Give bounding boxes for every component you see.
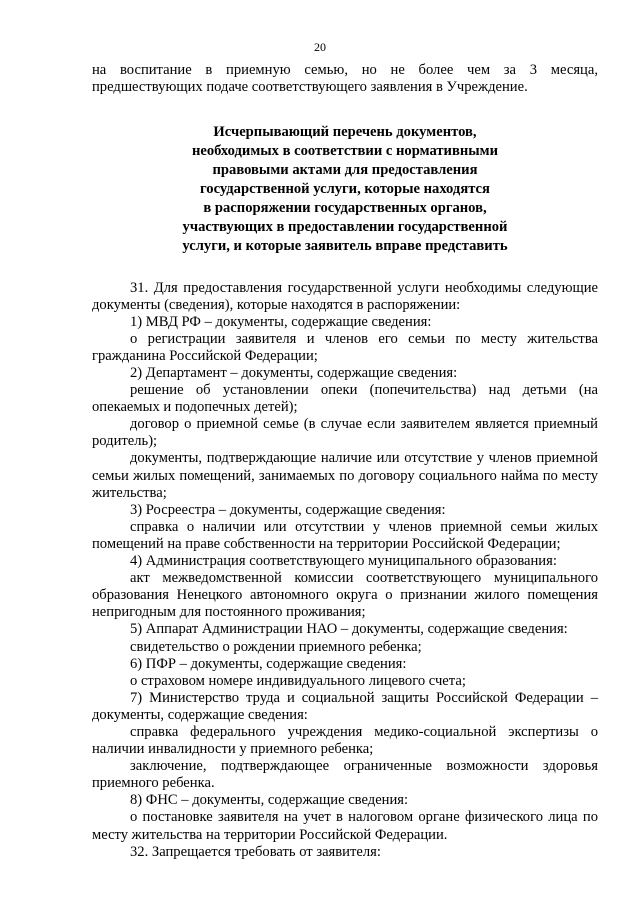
list-detail: заключение, подтверждающее ограниченные возможности здоровья приемного ребенка. <box>92 758 598 792</box>
heading-line: участвующих в предоставлении государственной <box>182 218 508 235</box>
heading-line: правовыми актами для предоставления <box>212 162 478 178</box>
heading-line: необходимых в соответствии с нормативными <box>192 143 498 160</box>
list-item-fns: 8) ФНС – документы, содержащие сведения: <box>130 792 409 809</box>
list-detail: документы, подтверждающие наличие или отсутствие у членов приемной семьи жилых помещений, занимаемых по договору социального найма по месту жительства; <box>92 450 598 501</box>
list-detail: свидетельство о рождении приемного ребенка; <box>130 638 422 655</box>
list-item-rosreestr: 3) Росреестра – документы, содержащие сведения: <box>130 501 446 518</box>
list-detail: справка федерального учреждения медико-социальной экспертизы о наличии инвалидности у приемного ребенка; <box>92 723 598 758</box>
heading-line: в распоряжении государственных органов, <box>203 199 487 216</box>
list-item-apparatus: 5) Аппарат Администрации НАО – документы, содержащие сведения: <box>130 621 568 638</box>
heading-line: государственной услуги, которые находятся <box>200 180 490 197</box>
list-item-ministry: 7) Министерство труда и социальной защиты Российской Федерации – документы, содержащие сведения: <box>92 689 598 723</box>
paragraph-32: 32. Запрещается требовать от заявителя: <box>130 843 381 860</box>
page-number: 20 <box>314 40 326 54</box>
list-detail: акт межведомственной комиссии соответствующего муниципального образования Ненецкого автономного округа о признании жилого помещения непригодным для постоянного проживания; <box>92 570 598 621</box>
list-detail: договор о приемной семье (в случае если заявителем является приемный родитель); <box>92 416 598 450</box>
list-item-pfr: 6) ПФР – документы, содержащие сведения: <box>130 655 407 672</box>
document-body <box>92 62 598 861</box>
list-detail: о страховом номере индивидуального лицевого счета; <box>130 672 466 689</box>
heading-line: услуги, и которые заявитель вправе представить <box>182 237 508 254</box>
intro-paragraph: на воспитание в приемную семью, но не более чем за 3 месяца, предшествующих подаче соответствующего заявления в Учреждение. <box>92 62 598 96</box>
list-detail: справка о наличии или отсутствии у членов приемной семьи жилых помещений на праве собственности на территории Российской Федерации; <box>92 518 598 552</box>
list-detail: о регистрации заявителя и членов его семьи по месту жительства гражданина Российской Федерации; <box>92 330 598 364</box>
list-detail: решение об установлении опеки (попечительства) над детьми (на опекаемых и подопечных детей); <box>92 382 598 416</box>
list-item-mvd: 1) МВД РФ – документы, содержащие сведения: <box>130 313 432 330</box>
heading-line: Исчерпывающий перечень документов, <box>213 124 477 141</box>
section-heading <box>92 123 598 255</box>
list-item-department: 2) Департамент – документы, содержащие сведения: <box>130 365 458 381</box>
list-item-administration: 4) Администрация соответствующего муниципального образования: <box>130 553 557 570</box>
list-detail: о постановке заявителя на учет в налоговом органе физического лица по месту жительства на территории Российской Федерации. <box>92 809 598 843</box>
paragraph-31: 31. Для предоставления государственной услуги необходимы следующие документы (сведения), которые находятся в распоряжении: <box>92 279 598 313</box>
